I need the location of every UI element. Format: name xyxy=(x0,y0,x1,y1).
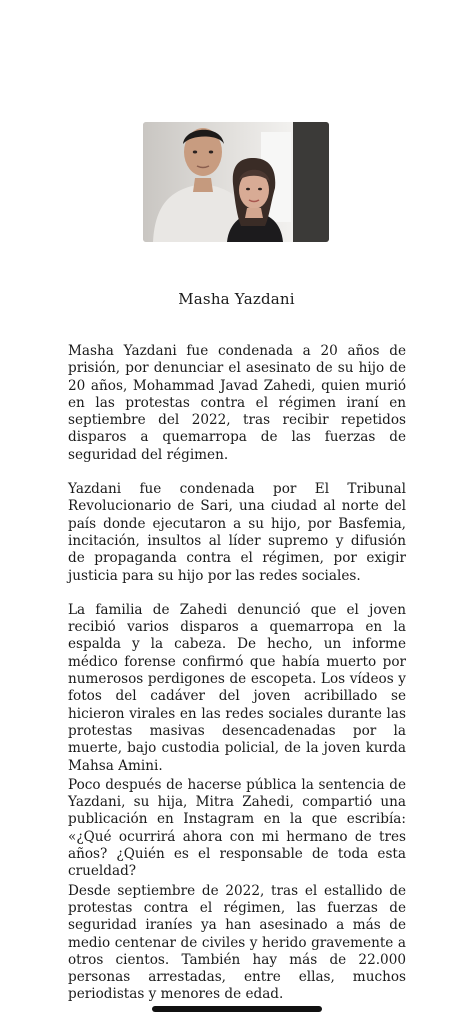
paragraph-3: La familia de Zahedi denunció que el joven recibió varios disparos a quemarropa en la espalda y la cabeza. De hecho, un informe médico forense confirmó que había muerto por numerosos perdigones de escopeta. Los vídeos y fotos del cadáver del joven acribillado se hicieron virales en las redes sociales durante las protestas masivas desencadenadas por la muerte, bajo custodia policial, de la joven kurda Mahsa Amini. xyxy=(68,601,406,774)
article-body xyxy=(68,343,406,1004)
paragraph-5: Desde septiembre de 2022, tras el estallido de protestas contra el régimen, las fuerzas de seguridad iraníes ya han asesinado a más de medio centenar de civiles y herido gravemente a otros cientos. También hay más de 22.000 personas arrestadas, entre ellas, muchos periodistas y menores de edad. xyxy=(68,882,406,1003)
home-indicator[interactable] xyxy=(152,1006,322,1012)
article-photo xyxy=(143,122,329,242)
paragraph-1: Masha Yazdani fue condenada a 20 años de prisión, por denunciar el asesinato de su hijo de 20 años, Mohammad Javad Zahedi, quien murió en las protestas contra el régimen iraní en septiembre del 2022, tras recibir repetidos disparos a quemarropa de las fuerzas de seguridad del régimen. xyxy=(68,343,406,463)
paragraph-4: Poco después de hacerse pública la sentencia de Yazdani, su hija, Mitra Zahedi, compartió una publicación en Instagram en la que escribía: «¿Qué ocurrirá ahora con mi hermano de tres años? ¿Quién es el responsable de toda esta crueldad? xyxy=(68,776,406,880)
article-title: Masha Yazdani xyxy=(178,290,295,308)
paragraph-2: Yazdani fue condenada por El Tribunal Revolucionario de Sari, una ciudad al norte del país donde ejecutaron a su hijo, por Basfemia, incitación, insultos al líder supremo y difusión de propaganda contra el régimen, por exigir justicia para su hijo por las redes sociales. xyxy=(68,481,406,584)
photo-of-mother-and-son-icon xyxy=(143,122,329,242)
